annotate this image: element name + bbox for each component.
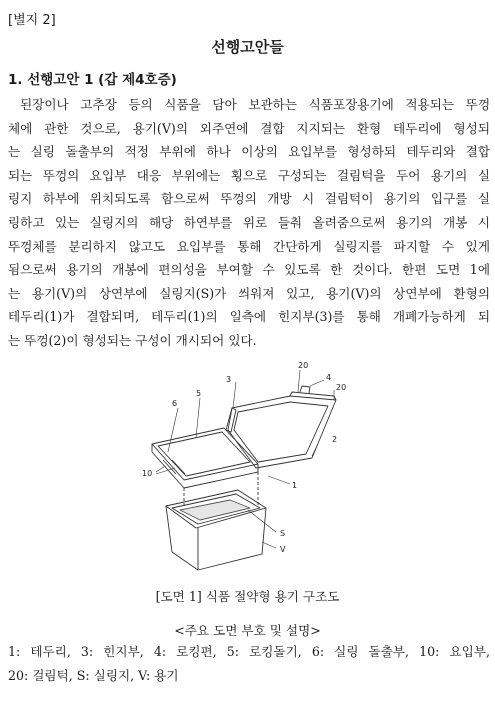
body-line: 뚜껑체를 분리하지 않고도 요입부를 통해 간단하게 실링지를 파지할 수 있게 (8, 238, 490, 254)
container-drawing-figure (0, 356, 495, 582)
figure-label: 3 (226, 375, 232, 384)
container-drawing (0, 356, 495, 582)
legend-line: 20: 걸림턱, S: 실링지, V: 용기 (8, 667, 179, 683)
figure-label: 20 (298, 361, 309, 370)
attachment-label: [별지 2] (8, 13, 56, 28)
body-line: 링하고 있는 실링지의 해당 하연부를 위로 들춰 올려줌으로써 용기의 개봉 시 (8, 214, 490, 230)
locking-tab (300, 386, 310, 393)
figure-label: V (280, 545, 286, 554)
figure-label: 10 (142, 469, 153, 478)
body-line: 는 실링 돌출부의 적정 부위에 하나 이상의 요입부를 형성하되 테두리와 결합 (8, 144, 490, 160)
body-line: 는 뚜껑(2)이 형성되는 구성이 개시되어 있다. (8, 332, 257, 348)
figure-label: 6 (172, 399, 178, 408)
figure-label: S (280, 529, 286, 538)
body-line: 는 용기(V)의 상연부에 실링지(S)가 씌워져 있고, 용기(V)의 상연부에 환형의 (8, 285, 490, 301)
legend-title: <주요 도면 부호 및 설명> (174, 623, 321, 638)
figure-label: 4 (326, 373, 332, 382)
body-line: 됨으로써 용기의 개봉에 편의성을 부여할 수 있도록 한 것이다. 한편 도면 1에 (8, 262, 490, 278)
body-line: 체에 관한 것으로, 용기(V)의 외주연에 결합 지지되는 환형 테두리에 형성되 (8, 120, 490, 136)
body-line: 된장이나 고추장 등의 식품을 담아 보관하는 식품포장용기에 적용되는 뚜껑 (20, 97, 490, 112)
legend-text (8, 640, 490, 687)
figure-label: 1 (292, 481, 298, 490)
body-line: 되는 뚜껑의 요입부 대응 부위에는 횡으로 구성되는 걸림턱을 두어 용기의 실 (8, 167, 490, 183)
page-title: 선행고안들 (211, 38, 284, 56)
sealing-film (180, 500, 250, 520)
section-heading: 1. 선행고안 1 (갑 제4호증) (8, 72, 177, 88)
body-paragraph (8, 93, 490, 353)
legend-line: 1: 테두리, 3: 힌지부, 4: 로킹편, 5: 로킹돌기, 6: 실링 돌출부, 10: 요입부, (8, 644, 490, 659)
figure-label: 5 (196, 389, 202, 398)
figure-label: 20 (336, 383, 347, 392)
figure-caption: [도면 1] 식품 절약형 용기 구조도 (155, 589, 340, 604)
body-line: 테두리(1)가 결합되며, 테두리(1)의 일측에 힌지부(3)를 통해 개폐가능하게 되 (8, 309, 490, 325)
lid-top-lip (290, 392, 336, 400)
figure-label: 2 (332, 435, 338, 444)
body-line: 링지 하부에 위치되도록 함으로써 뚜껑의 개방 시 걸림턱이 용기의 입구를 실 (8, 191, 490, 207)
rim-side (152, 444, 258, 488)
lid-outline (228, 396, 336, 468)
